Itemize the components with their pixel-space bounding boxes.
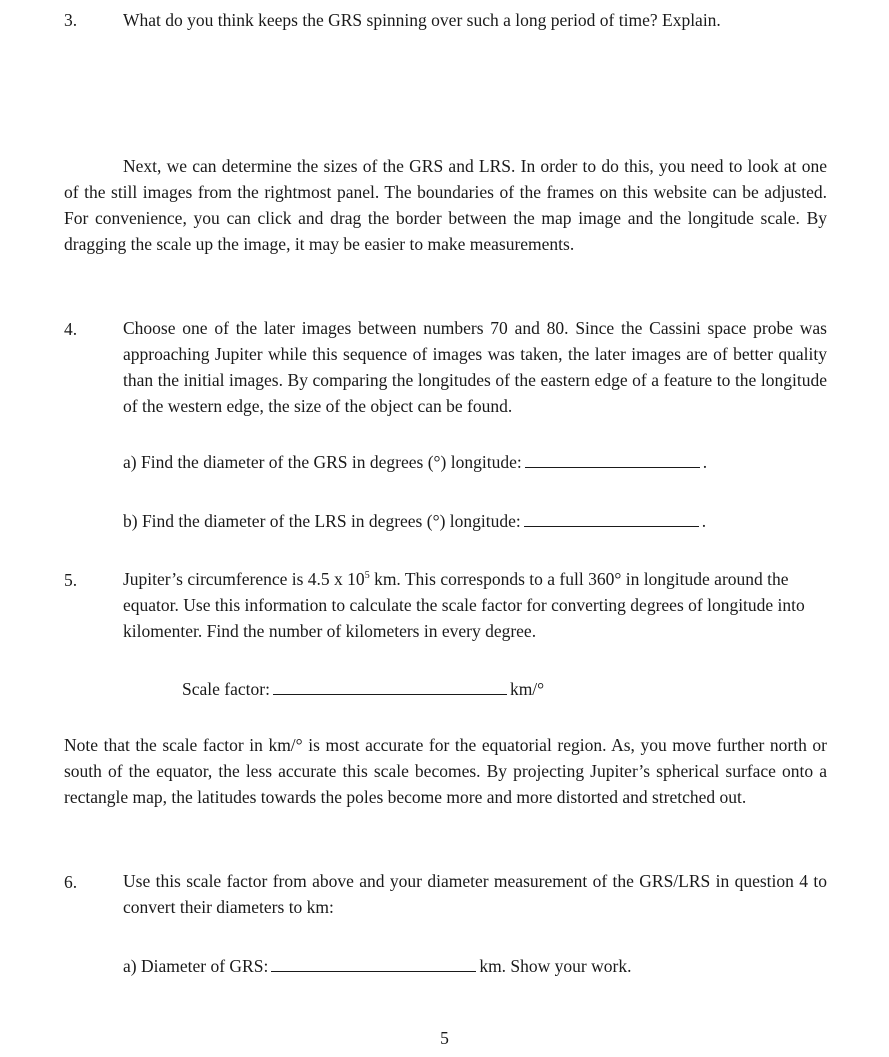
question-4b-label: b) Find the diameter of the LRS in degrees (°) longitude: [123,511,521,531]
question-3-text: What do you think keeps the GRS spinning over such a long period of time? Explain. [123,10,721,30]
question-4a-period: . [702,452,708,472]
scale-factor-answer-blank[interactable] [273,679,507,695]
question-4b [123,511,706,532]
question-6a-suffix: km. Show your work. [479,956,632,976]
question-6a [123,956,631,977]
question-4a [123,452,707,473]
question-5-text-rest: km. This corresponds to a full 360° in longitude around the equator. Use this information to calculate the scale factor for converting degrees of longitude into kilomenter. Find the number of kilometers in every degree. [123,569,805,641]
intro-paragraph: Next, we can determine the sizes of the GRS and LRS. In order to do this, you need to look at one of the still images from the rightmost panel. The boundaries of the frames on this website can be adjusted. For convenience, you can click and drag the border between the map image and the longitude scale. By dragging the scale up the image, it may be easier to make measurements. [64,156,827,254]
question-4b-period: . [701,511,707,531]
question-6-number: 6. [64,872,78,892]
question-5-text-start: Jupiter’s circumference is 4.5 x 10 [123,569,365,589]
note-paragraph: Note that the scale factor in km/° is most accurate for the equatorial region. As, you move further north or south of the equator, the less accurate this scale becomes. By projecting Jupiter’s spherical surface onto a rectangle map, the latitudes towards the poles become more and more distorted and stretched out. [64,735,827,807]
lrs-degrees-answer-blank[interactable] [524,511,699,527]
question-4a-label: a) Find the diameter of the GRS in degrees (°) longitude: [123,452,522,472]
scale-factor-label: Scale factor: [182,679,270,699]
scale-factor-row [182,679,544,700]
grs-km-answer-blank[interactable] [271,956,476,972]
question-4-number: 4. [64,319,78,339]
question-5-number: 5. [64,570,78,590]
question-5-exponent: 5 [364,570,370,582]
question-6a-label: a) Diameter of GRS: [123,956,269,976]
question-6-text: Use this scale factor from above and your diameter measurement of the GRS/LRS in question 4 to convert their diameters to km: [123,871,827,917]
question-5-text [123,566,827,644]
grs-degrees-answer-blank[interactable] [525,452,700,468]
scale-factor-unit: km/° [509,679,545,699]
page-number: 5 [440,1028,449,1048]
question-3-number: 3. [64,10,78,30]
question-4-text: Choose one of the later images between numbers 70 and 80. Since the Cassini space probe was approaching Jupiter while this sequence of images was taken, the later images are of better quality than the initial images. By comparing the longitudes of the eastern edge of a feature to the longitude of the western edge, the size of the object can be found. [123,318,827,416]
